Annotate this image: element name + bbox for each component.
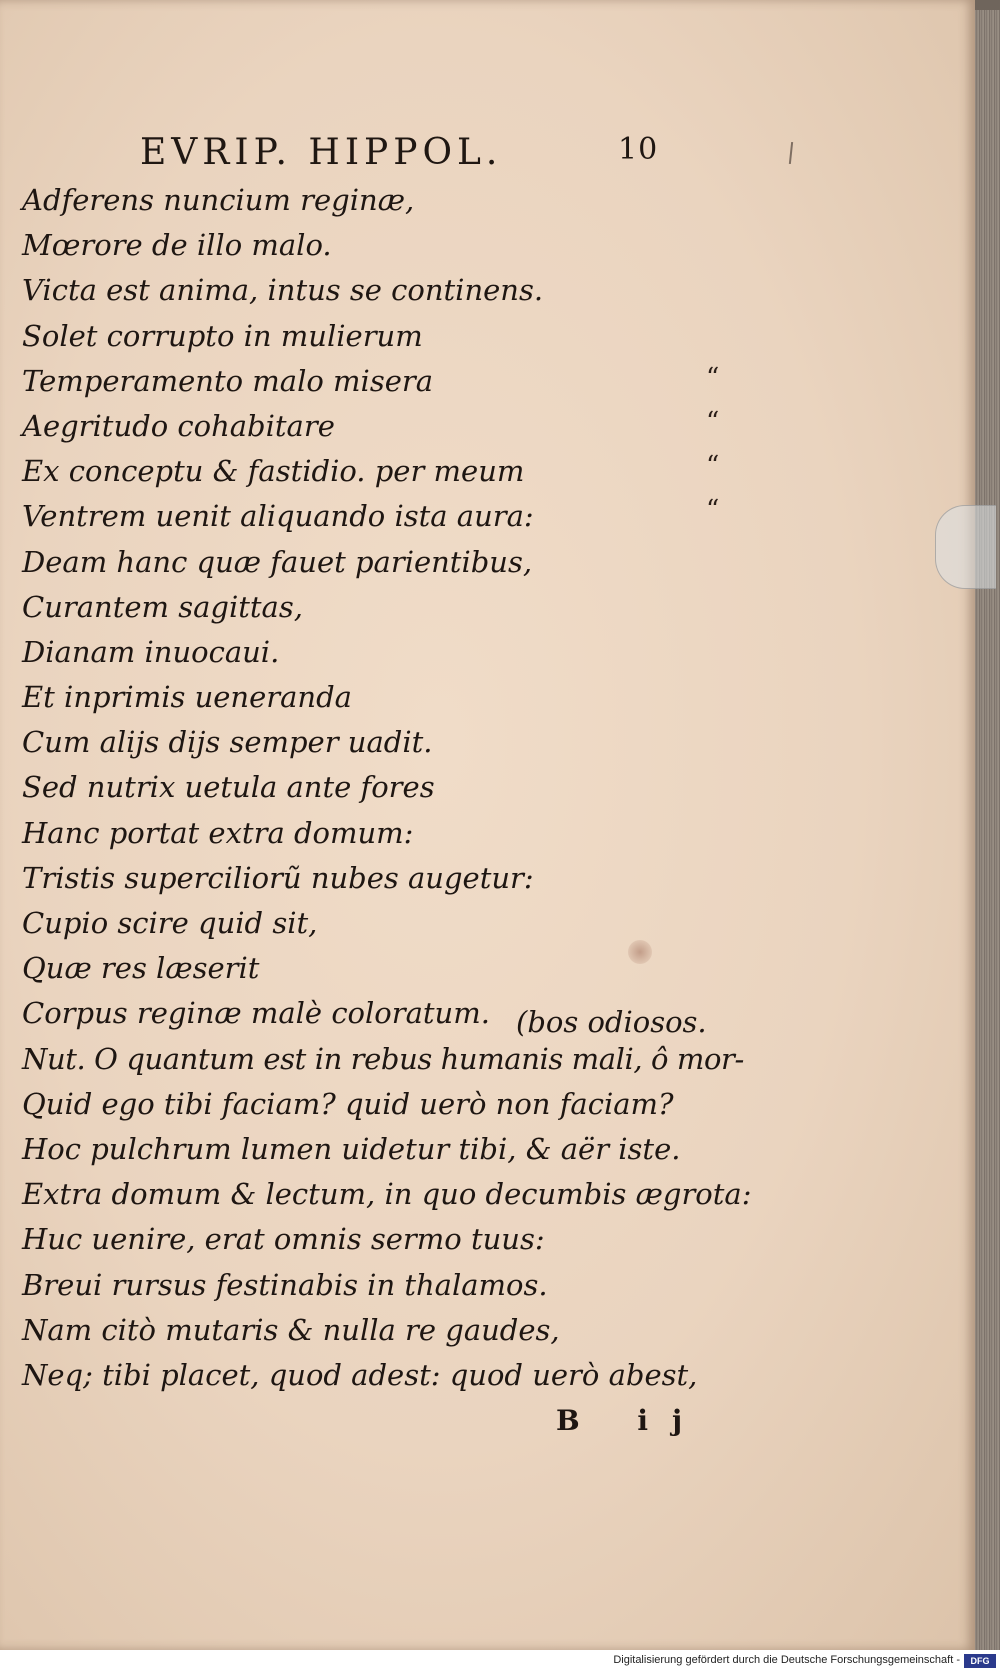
verse-line: Nam citò mutaris & nulla re gaudes, [22,1312,560,1347]
verse-line: Breui rursus festinabis in thalamos. [22,1267,548,1302]
quote-mark-icon: “ [706,495,720,525]
book-page-edges [975,10,1000,1650]
verse-line: Et inprimis ueneranda [22,680,352,715]
footer-strip [0,1650,1000,1673]
verse-line: Deam hanc quæ fauet parientibus, [22,544,533,579]
funding-credit: Digitalisierung gefördert durch die Deutsche Forschungsgemeinschaft - [613,1654,960,1666]
quote-mark-icon: “ [706,363,720,393]
verse-line: Quæ res læserit [22,951,260,986]
verse-line: Corpus reginæ malè coloratum. [22,996,490,1031]
margin-ink-stroke [789,142,793,164]
page-number: 10 [618,132,659,167]
quote-mark-icon: “ [706,407,720,437]
verse-line: Aegritudo cohabitare [22,408,335,443]
running-head: EVRIP. HIPPOL. [140,132,503,173]
verse-line: Cum alijs dijs semper uadit. [22,725,433,760]
verse-line: Mœrore de illo malo. [22,228,332,263]
verse-line: Ex conceptu & fastidio. per meum [22,454,525,489]
page-header [140,132,680,180]
turnover-text: (bos odiosos. [516,1005,707,1039]
verse-line: Extra domum & lectum, in quo decumbis ægrota: [22,1177,752,1212]
signature-mark: B ij [556,1404,707,1437]
verse-line: Solet corrupto in mulierum [22,318,423,353]
marginal-quote-marks [706,356,746,532]
verse-line: Temperamento malo misera [22,363,434,398]
speaker-line-nutrix: Nut. O quantum est in rebus humanis mali, ô mor- [22,1041,744,1076]
verse-line: Dianam inuocaui. [22,634,280,669]
verse-line: Huc uenire, erat omnis sermo tuus: [22,1222,545,1257]
verse-line: Tristis superciliorũ nubes augetur: [22,860,534,895]
verse-line: Neq; tibi placet, quod adest: quod uerò abest, [22,1357,698,1392]
verse-line: Sed nutrix uetula ante fores [22,770,435,805]
verse-line: Cupio scire quid sit, [22,906,318,940]
verse-line: Curantem sagittas, [22,589,303,624]
dfg-logo-icon: DFG [964,1654,996,1668]
verse-line: Quid ego tibi faciam? quid uerò non faciam? [22,1086,674,1121]
verse-line: Victa est anima, intus se continens. [22,273,544,308]
verse-line: Adferens nuncium reginæ, [22,183,415,217]
verse-line: Hanc portat extra domum: [22,815,414,850]
paper-stain [628,940,652,964]
verse-line: Hoc pulchrum lumen uidetur tibi, & aër iste. [22,1131,681,1166]
page-clip-marker [935,505,996,589]
verse-text-block [22,178,752,1398]
verse-line: Ventrem uenit aliquando ista aura: [22,499,534,534]
quote-mark-icon: “ [706,451,720,481]
